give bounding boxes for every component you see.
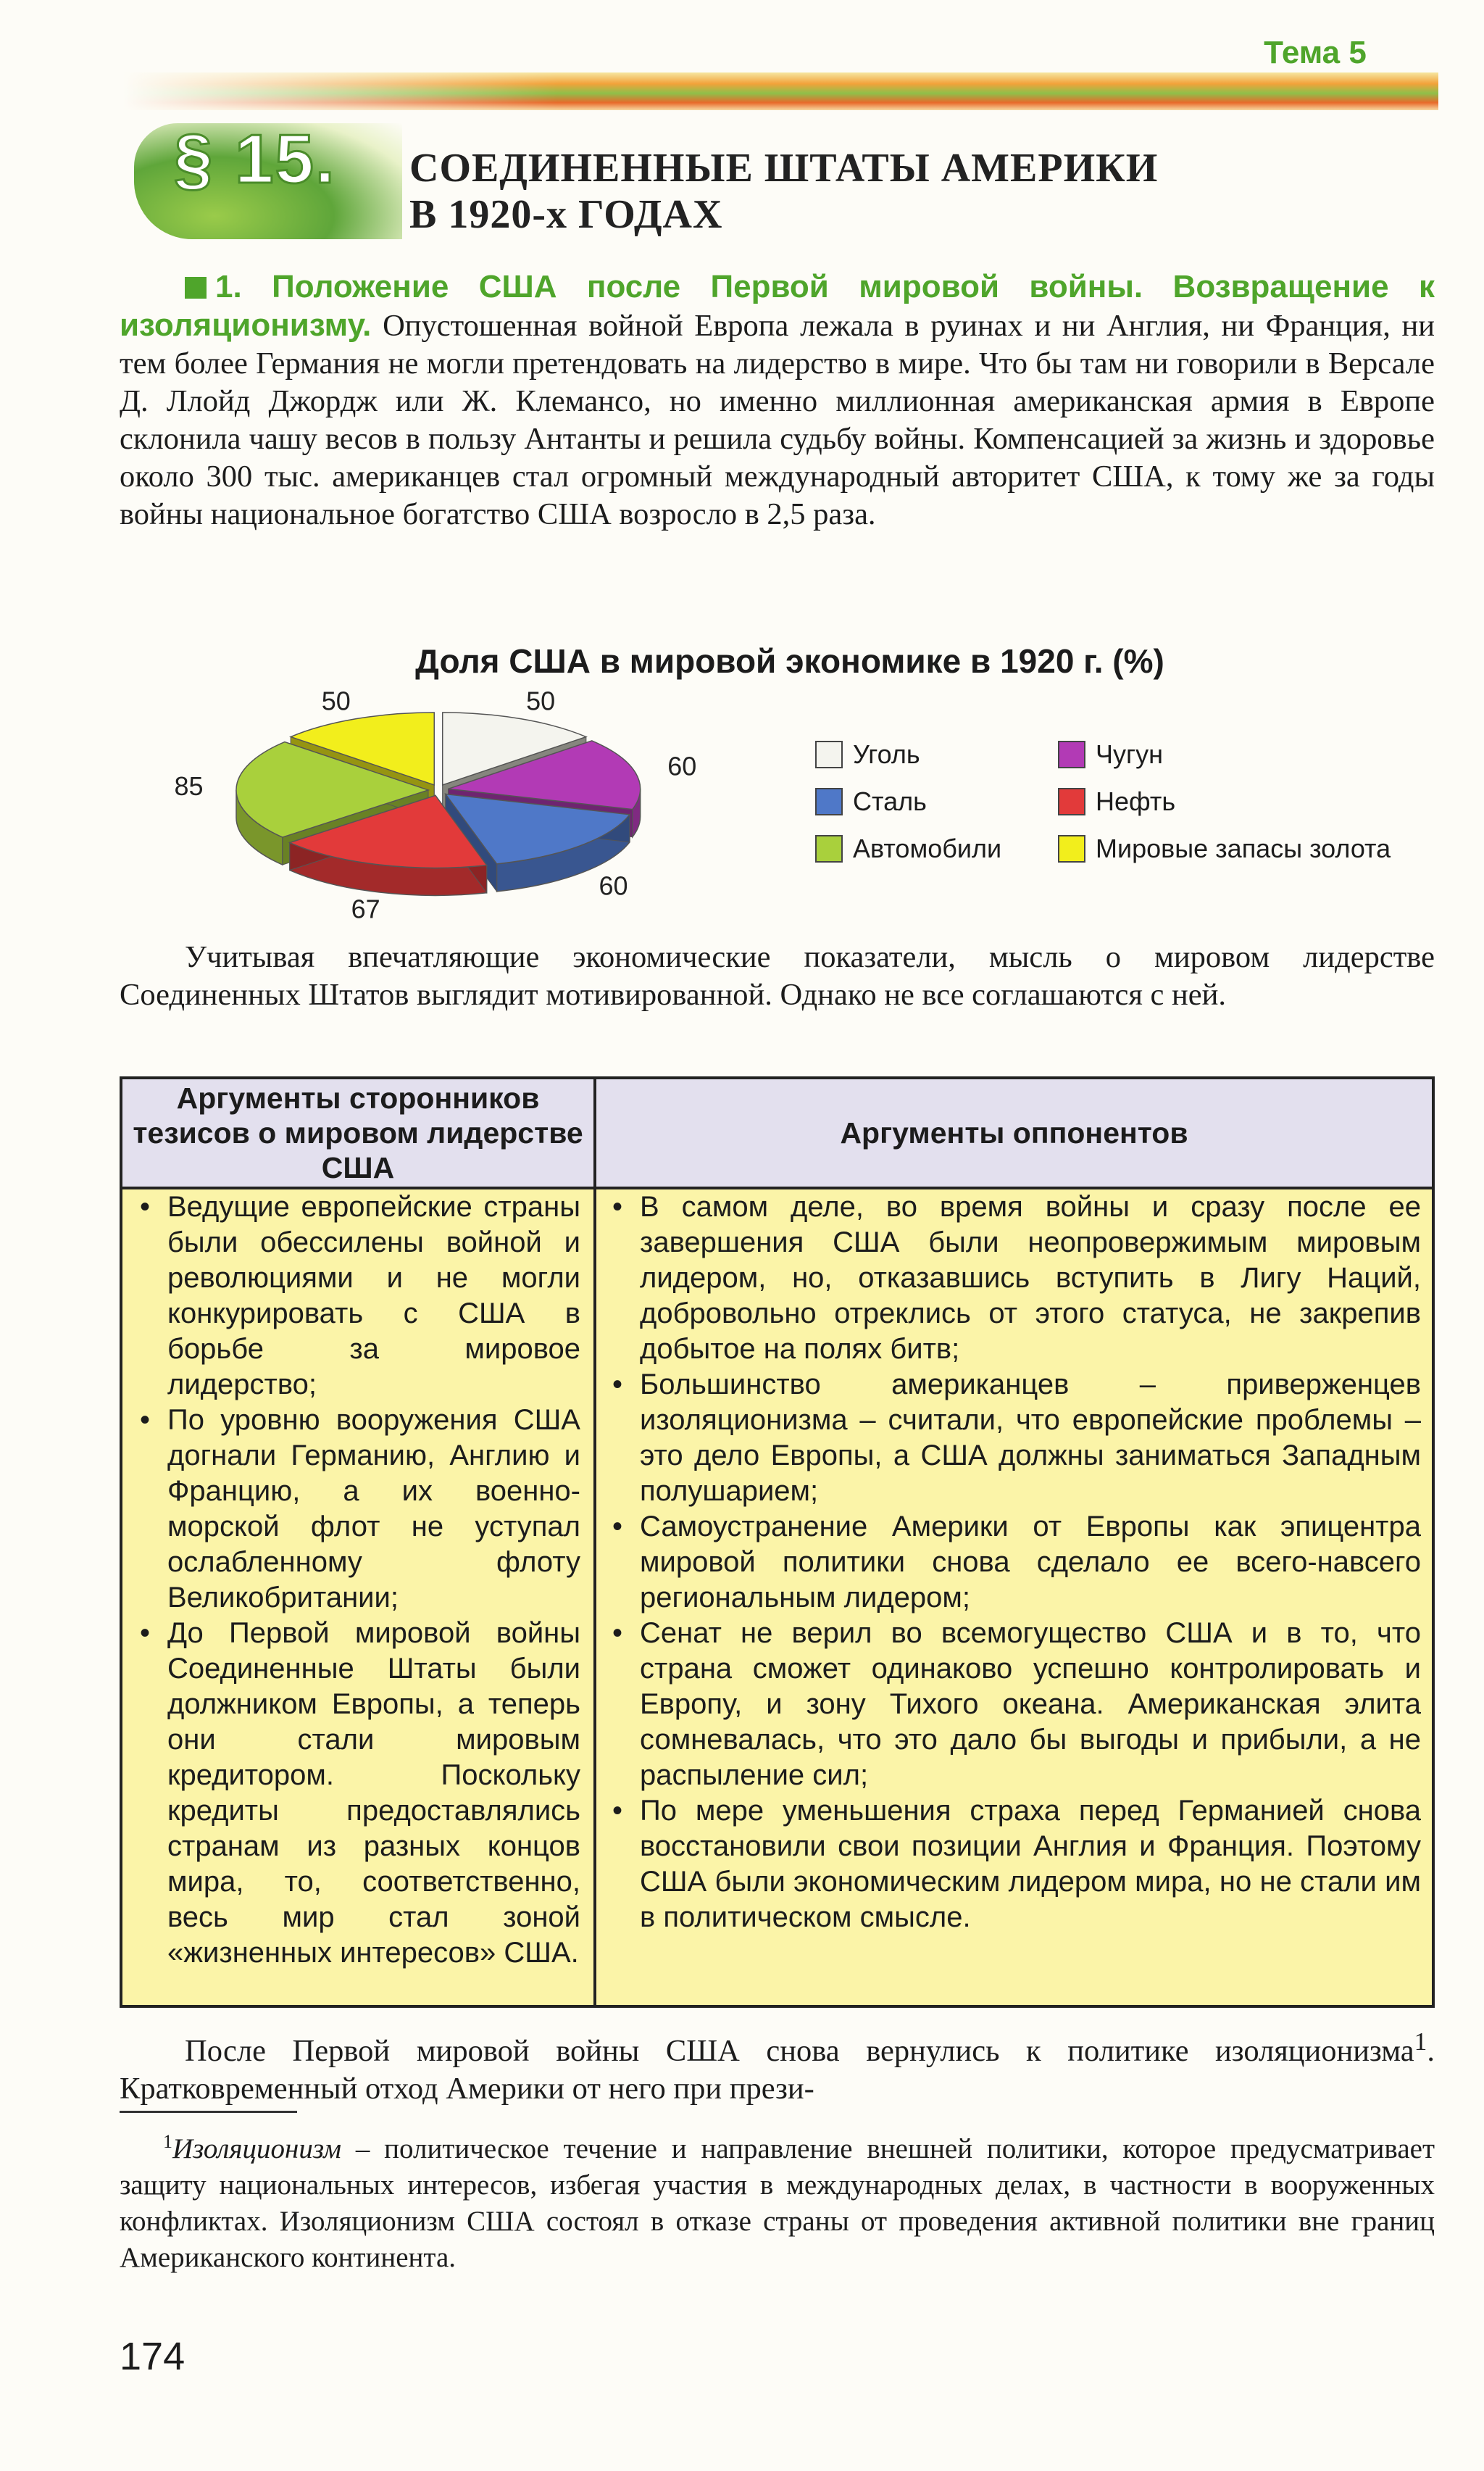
supporter-argument: • Ведущие европейские страны были обессилены войной и революциями и не могли конкурировать с США в борьбе за мировое лидерство; bbox=[137, 1189, 580, 1403]
legend-swatch bbox=[815, 741, 843, 768]
table-header-left: Аргументы сторонников тезисов о мировом лидерстве США bbox=[122, 1079, 593, 1189]
section-title bbox=[409, 145, 1279, 238]
chart-legend bbox=[815, 739, 1453, 884]
paragraph-2: Учитывая впечатляющие экономические показатели, мысль о мировом лидерстве Соединенных Штатов выглядит мотивированной. Однако не все соглашаются с ней. bbox=[120, 940, 1435, 1012]
legend-swatch bbox=[1058, 741, 1085, 768]
supporters-arguments-list bbox=[137, 1189, 580, 1971]
paragraph-1-subheading: 1. Положение США после Первой мировой войны. Возвращение к изоляционизму. bbox=[120, 269, 1435, 343]
paragraph-1 bbox=[120, 268, 1435, 533]
footnote-ref[interactable]: 1 bbox=[1414, 2027, 1427, 2056]
legend-swatch bbox=[815, 788, 843, 815]
opponent-argument: • Самоустранение Америки от Европы как эпицентра мировой политики снова сделало ее всего-навсего региональным лидером; bbox=[609, 1509, 1421, 1616]
legend-item bbox=[815, 739, 920, 770]
topic-label: Тема 5 bbox=[1264, 35, 1367, 70]
header-band-fade bbox=[123, 72, 558, 110]
legend-swatch bbox=[1058, 835, 1085, 863]
legend-item bbox=[1058, 739, 1163, 770]
section-title-line2: В 1920-х ГОДАХ bbox=[409, 192, 723, 237]
legend-item bbox=[1058, 834, 1391, 864]
opponent-argument: • Сенат не верил во всемогущество США и в то, что страна сможет одинаково успешно контролировать и Европу, и зону Тихого океана. Американская элита сомневалась, что это дало бы выгоды и прибыли, а не распыление сил; bbox=[609, 1616, 1421, 1793]
legend-item bbox=[1058, 786, 1175, 817]
footnote bbox=[120, 2124, 1435, 2276]
legend-swatch bbox=[1058, 788, 1085, 815]
paragraph-3-text: После Первой мировой войны США снова вернулись к политике изоляционизма bbox=[185, 2034, 1414, 2069]
table-column-divider bbox=[593, 1079, 596, 2005]
chart-title: Доля США в мировой экономике в 1920 г. (%) bbox=[415, 642, 1164, 680]
paragraph-1-text: Опустошенная войной Европа лежала в руинах и ни Англия, ни Франция, ни тем более Германия не могли претендовать на лидерство в мире. Что бы там ни говорили в Версале Д. Ллойд Джордж или Ж. Клемансо, но именно миллионная американская армия в Европе склонила чашу весов в пользу Антанты и решила судьбу войны. Компенсацией за жизнь и здоровье около 300 тыс. американцев стал огромный международный авторитет США, к тому же за годы войны национальное богатство США возросло в 2,5 раза. bbox=[120, 309, 1435, 531]
pie-value-label: 50 bbox=[526, 689, 556, 716]
legend-label: Уголь bbox=[853, 739, 920, 769]
footnote-term: Изоляционизм bbox=[172, 2133, 342, 2164]
footnote-rule bbox=[120, 2111, 297, 2113]
legend-label: Чугун bbox=[1096, 739, 1164, 769]
legend-label: Сталь bbox=[853, 786, 927, 816]
legend-label: Нефть bbox=[1096, 786, 1176, 816]
legend-label: Автомобили bbox=[853, 834, 1002, 863]
pie-value-label: 60 bbox=[667, 751, 697, 781]
table-header-right: Аргументы оппонентов bbox=[596, 1079, 1432, 1189]
supporter-argument: • По уровню вооружения США догнали Германию, Англию и Францию, а их военно-морской флот не уступал ослабленному флоту Великобритании; bbox=[137, 1403, 580, 1616]
footnote-text: – политическое течение и направление внешней политики, которое предусматривает защиту национальных интересов, избегая участия в международных делах, в частности в вооруженных конфликтах. Изоляционизм США состоял в отказе страны от проведения активной политики вне границ Американского континента. bbox=[120, 2133, 1435, 2273]
supporter-argument: • До Первой мировой войны Соединенные Штаты были должником Европы, а теперь они стали мировым кредитором. Поскольку кредиты предоставлялись странам из разных концов мира, то, соответственно, весь мир стал зоной «жизненных интересов» США. bbox=[137, 1616, 580, 1971]
paragraph-3-continuation: . Кратковременный отход Америки от него при прези- bbox=[120, 2034, 1435, 2106]
page-number: 174 bbox=[120, 2335, 186, 2378]
pie-value-label: 60 bbox=[599, 871, 628, 901]
subheading-marker bbox=[185, 277, 207, 299]
legend-label: Мировые запасы золота bbox=[1096, 834, 1391, 863]
pie-value-label: 67 bbox=[351, 894, 380, 924]
pie-value-label: 50 bbox=[321, 689, 351, 716]
legend-item bbox=[815, 834, 1001, 864]
paragraph-3 bbox=[120, 2022, 1435, 2108]
opponent-argument: • По мере уменьшения страха перед Германией снова восстановили свои позиции Англия и Франция. Поэтому США были экономическим лидером мира, но не стали им в политическом смысле. bbox=[609, 1793, 1421, 1935]
legend-swatch bbox=[815, 835, 843, 863]
opponents-arguments-list bbox=[609, 1189, 1421, 1935]
section-number: § 15. bbox=[174, 120, 336, 198]
section-title-line1: СОЕДИНЕННЫЕ ШТАТЫ АМЕРИКИ bbox=[409, 146, 1159, 191]
opponent-argument: • В самом деле, во время войны и сразу после ее завершения США были неопровержимым мировым лидером, но, отказавшись вступить в Лигу Наций, добровольно отреклись от этого статуса, не закрепив добытое на полях битв; bbox=[609, 1189, 1421, 1367]
arguments-table bbox=[120, 1076, 1435, 2008]
legend-item bbox=[815, 786, 927, 817]
pie-value-label: 85 bbox=[174, 771, 204, 801]
footnote-mark: 1 bbox=[163, 2131, 172, 2152]
pie-chart bbox=[156, 689, 735, 928]
opponent-argument: • Большинство американцев – приверженцев изоляционизма – считали, что европейские проблемы – это дело Европы, а США должны заниматься Западным полушарием; bbox=[609, 1367, 1421, 1509]
